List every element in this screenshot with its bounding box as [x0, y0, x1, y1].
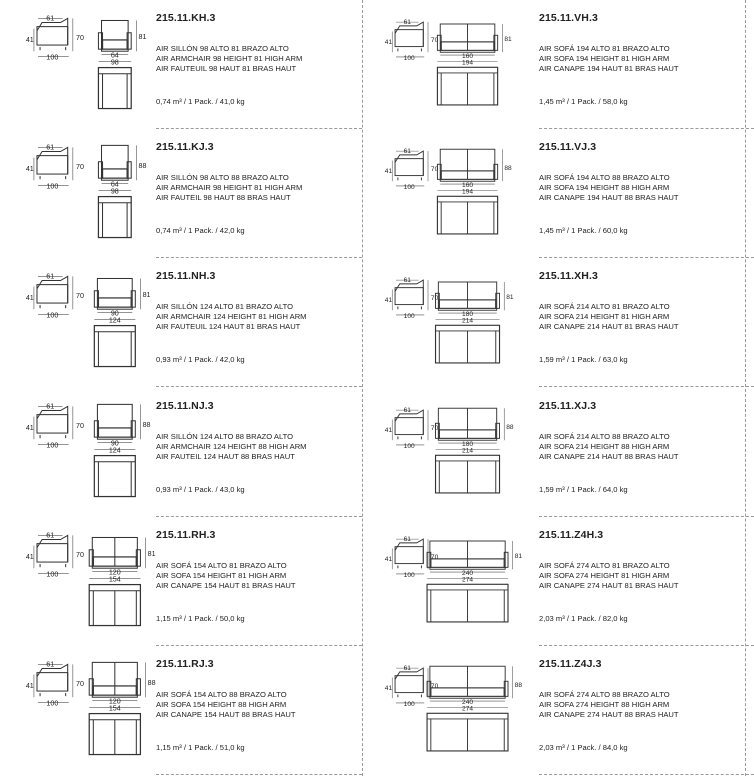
width-dimension-label: 214: [462, 447, 474, 455]
side-seat-outline: [37, 156, 68, 174]
height-dimension-label: 81: [147, 549, 156, 558]
side-seat-outline: [395, 288, 423, 305]
packaging-info: 2,03 m³ / 1 Pack. / 84,0 kg: [539, 743, 628, 752]
column-divider: [362, 0, 363, 776]
description-line: AIR CANAPE 214 HAUT 81 BRAS HAUT: [539, 322, 679, 331]
description-line: AIR CANAPE 154 HAUT 81 BRAS HAUT: [156, 581, 296, 590]
product-code: 215.11.XJ.3: [539, 400, 597, 412]
height-dimension-label: 81: [504, 35, 512, 43]
description-line: AIR SOFÁ 194 ALTO 88 BRAZO ALTO: [539, 173, 670, 182]
height-dimension-label: 88: [142, 420, 151, 429]
product-code: 215.11.XH.3: [539, 270, 598, 282]
product-technical-drawing: [0, 388, 160, 516]
side-view: [26, 660, 84, 707]
side-seat-outline: [37, 27, 68, 45]
front-back-cushion: [97, 404, 132, 439]
packaging-info: 0,74 m³ / 1 Pack. / 41,0 kg: [156, 97, 245, 106]
product-technical-drawing: [0, 258, 160, 386]
product-entry: [0, 129, 362, 258]
packaging-info: 2,03 m³ / 1 Pack. / 82,0 kg: [539, 614, 628, 623]
depth-dimension-label: 61: [46, 660, 55, 669]
width-dimension-label: 124: [108, 316, 121, 325]
description-line: AIR CANAPE 274 HAUT 81 BRAS HAUT: [539, 581, 679, 590]
seat-height-dimension-label: 41: [25, 681, 34, 690]
width-dimension-label: 274: [462, 576, 474, 584]
depth-dimension-label: 61: [46, 272, 55, 281]
product-code: 215.11.VH.3: [539, 12, 598, 24]
front-view: [427, 541, 522, 583]
product-technical-drawing: [0, 646, 160, 774]
product-technical-drawing: [364, 517, 524, 645]
plan-view: [98, 197, 131, 238]
side-view: [26, 143, 84, 190]
description-line: AIR SOFA 154 HEIGHT 81 HIGH ARM: [156, 571, 287, 580]
packaging-info: 1,15 m³ / 1 Pack. / 50,0 kg: [156, 614, 245, 623]
entry-divider: [156, 774, 362, 775]
height-dimension-label: 88: [506, 423, 514, 431]
description-line: AIR SILLÓN 98 ALTO 81 BRAZO ALTO: [156, 44, 289, 53]
product-description: [539, 432, 679, 462]
product-description: [539, 302, 679, 332]
description-line: AIR ARMCHAIR 98 HEIGHT 81 HIGH ARM: [156, 183, 303, 192]
width-dimension-label: 194: [462, 59, 474, 67]
description-line: AIR FAUTEIL 98 HAUT 88 BRAS HAUT: [156, 193, 291, 202]
description-line: AIR SOFA 154 HEIGHT 88 HIGH ARM: [156, 700, 287, 709]
depth-dimension-label: 61: [403, 407, 411, 414]
inner-width-dimension-label: 120: [108, 697, 121, 706]
front-view: [98, 145, 146, 195]
front-back-cushion: [102, 20, 129, 51]
depth-dimension-label: 61: [403, 277, 411, 284]
seat-height-dimension-label: 41: [25, 164, 34, 173]
product-description: [539, 44, 679, 74]
width-dimension-label: 274: [462, 705, 474, 713]
product-code: 215.11.KJ.3: [156, 141, 214, 153]
height-dimension-label: 88: [138, 161, 147, 170]
product-code: 215.11.VJ.3: [539, 141, 597, 153]
product-entry: [364, 517, 754, 646]
depth-dimension-label: 61: [403, 536, 411, 543]
plan-view: [436, 325, 500, 363]
product-code: 215.11.Z4H.3: [539, 529, 604, 541]
description-line: AIR SOFÁ 214 ALTO 88 BRAZO ALTO: [539, 432, 670, 441]
product-description: [539, 173, 679, 203]
length-dimension-label: 100: [46, 311, 59, 320]
arm-height-dimension-label: 70: [76, 291, 84, 300]
entry-divider: [156, 386, 362, 387]
inner-width-dimension-label: 160: [462, 52, 474, 60]
description-line: AIR SOFA 194 HEIGHT 81 HIGH ARM: [539, 54, 670, 63]
side-seat-outline: [395, 159, 423, 176]
packaging-info: 0,93 m³ / 1 Pack. / 43,0 kg: [156, 485, 245, 494]
description-line: AIR SOFA 194 HEIGHT 88 HIGH ARM: [539, 183, 670, 192]
front-view: [427, 666, 522, 712]
description-line: AIR SOFÁ 194 ALTO 81 BRAZO ALTO: [539, 44, 670, 53]
description-line: AIR SOFA 214 HEIGHT 88 HIGH ARM: [539, 442, 670, 451]
front-view: [94, 278, 150, 324]
inner-width-dimension-label: 240: [462, 569, 474, 577]
packaging-info: 1,59 m³ / 1 Pack. / 63,0 kg: [539, 355, 628, 364]
seat-height-dimension-label: 41: [25, 293, 34, 302]
plan-view: [437, 196, 497, 234]
product-code: 215.11.RJ.3: [156, 658, 214, 670]
description-line: AIR CANAPE 194 HAUT 88 BRAS HAUT: [539, 193, 679, 202]
plan-view: [98, 68, 131, 109]
product-code: 215.11.RH.3: [156, 529, 216, 541]
width-dimension-label: 124: [108, 446, 121, 455]
length-dimension-label: 100: [46, 182, 59, 191]
front-view: [437, 149, 512, 195]
plan-view: [94, 456, 135, 497]
product-entry: [364, 129, 754, 258]
plan-view: [89, 585, 140, 626]
product-description: [156, 690, 296, 720]
height-dimension-label: 81: [506, 293, 514, 301]
depth-dimension-label: 61: [403, 665, 411, 672]
front-seat-cushion: [103, 169, 128, 178]
description-line: AIR FAUTEUIL 98 HAUT 81 BRAS HAUT: [156, 64, 297, 73]
plan-view: [94, 326, 135, 367]
product-entry: [364, 258, 754, 387]
seat-height-dimension-label: 41: [25, 552, 34, 561]
product-technical-drawing: [364, 646, 524, 774]
height-dimension-label: 81: [142, 290, 151, 299]
product-entry: [0, 258, 362, 387]
seat-height-dimension-label: 41: [25, 423, 34, 432]
front-view: [89, 662, 155, 712]
seat-height-dimension-label: 41: [384, 684, 393, 692]
length-dimension-label: 100: [403, 312, 415, 320]
arm-height-dimension-label: 70: [76, 679, 84, 688]
side-view: [26, 272, 84, 319]
product-description: [156, 44, 302, 74]
side-seat-outline: [37, 285, 68, 303]
depth-dimension-label: 61: [46, 402, 55, 411]
entry-divider: [539, 774, 754, 775]
front-seat-cushion: [98, 298, 131, 307]
inner-width-dimension-label: 160: [462, 181, 474, 189]
description-line: AIR SILLÓN 124 ALTO 81 BRAZO ALTO: [156, 302, 294, 311]
front-seat-cushion: [98, 428, 131, 437]
arm-height-dimension-label: 70: [430, 682, 439, 690]
description-line: AIR SOFÁ 214 ALTO 81 BRAZO ALTO: [539, 302, 670, 311]
length-dimension-label: 100: [46, 441, 59, 450]
description-line: AIR ARMCHAIR 124 HEIGHT 81 HIGH ARM: [156, 312, 307, 321]
height-dimension-label: 88: [514, 681, 523, 689]
side-view: [385, 277, 439, 320]
inner-width-dimension-label: 64: [110, 51, 119, 60]
length-dimension-label: 100: [46, 570, 59, 579]
height-dimension-label: 81: [138, 32, 147, 41]
plan-view: [436, 455, 500, 493]
description-line: AIR FAUTEUIL 124 HAUT 81 BRAS HAUT: [156, 322, 301, 331]
side-view: [385, 19, 439, 62]
product-code: 215.11.Z4J.3: [539, 658, 602, 670]
description-line: AIR CANAPE 154 HAUT 88 BRAS HAUT: [156, 710, 296, 719]
side-seat-outline: [395, 676, 423, 693]
width-dimension-label: 194: [462, 188, 474, 196]
front-view: [437, 24, 512, 66]
seat-height-dimension-label: 41: [384, 167, 393, 175]
description-line: AIR CANAPE 274 HAUT 88 BRAS HAUT: [539, 710, 679, 719]
right-column: [364, 0, 754, 776]
left-column: [0, 0, 362, 776]
side-seat-outline: [37, 673, 68, 691]
right-edge-divider: [745, 0, 746, 776]
packaging-info: 1,45 m³ / 1 Pack. / 58,0 kg: [539, 97, 628, 106]
width-dimension-label: 98: [110, 187, 119, 196]
arm-height-dimension-label: 70: [76, 421, 84, 430]
side-seat-outline: [37, 544, 68, 562]
product-technical-drawing: [364, 129, 524, 257]
product-technical-drawing: [364, 0, 524, 128]
arm-height-dimension-label: 70: [430, 294, 439, 302]
product-technical-drawing: [0, 517, 160, 645]
description-line: AIR SOFA 274 HEIGHT 81 HIGH ARM: [539, 571, 670, 580]
side-view: [385, 148, 439, 191]
description-line: AIR CANAPE 214 HAUT 88 BRAS HAUT: [539, 452, 679, 461]
product-entry: [0, 388, 362, 517]
product-description: [156, 561, 296, 591]
plan-view: [427, 713, 508, 751]
plan-view: [427, 584, 508, 622]
side-view: [26, 402, 84, 449]
description-line: AIR FAUTEIL 124 HAUT 88 BRAS HAUT: [156, 452, 295, 461]
product-entry: [0, 646, 362, 775]
packaging-info: 1,45 m³ / 1 Pack. / 60,0 kg: [539, 226, 628, 235]
arm-height-dimension-label: 70: [76, 162, 84, 171]
arm-height-dimension-label: 70: [430, 424, 439, 432]
description-line: AIR SOFÁ 154 ALTO 88 BRAZO ALTO: [156, 690, 287, 699]
description-line: AIR SOFÁ 274 ALTO 88 BRAZO ALTO: [539, 690, 670, 699]
product-description: [539, 690, 679, 720]
description-line: AIR ARMCHAIR 98 HEIGHT 81 HIGH ARM: [156, 54, 303, 63]
product-entry: [364, 388, 754, 517]
arm-height-dimension-label: 70: [430, 36, 439, 44]
seat-height-dimension-label: 41: [384, 38, 393, 46]
product-technical-drawing: [0, 0, 160, 128]
seat-height-dimension-label: 41: [25, 35, 34, 44]
inner-width-dimension-label: 90: [110, 439, 119, 448]
front-view: [436, 408, 514, 454]
depth-dimension-label: 61: [403, 19, 411, 26]
inner-width-dimension-label: 90: [110, 309, 119, 318]
front-seat-cushion: [103, 40, 128, 49]
front-view: [436, 282, 514, 324]
packaging-info: 1,15 m³ / 1 Pack. / 51,0 kg: [156, 743, 245, 752]
arm-height-dimension-label: 70: [430, 553, 439, 561]
arm-height-dimension-label: 70: [76, 33, 84, 42]
description-line: AIR SILLÓN 98 ALTO 88 BRAZO ALTO: [156, 173, 289, 182]
inner-width-dimension-label: 180: [462, 310, 474, 318]
product-description: [156, 432, 307, 462]
side-seat-outline: [395, 30, 423, 47]
depth-dimension-label: 61: [403, 148, 411, 155]
product-description: [156, 173, 302, 203]
description-line: AIR SOFA 214 HEIGHT 81 HIGH ARM: [539, 312, 670, 321]
front-view: [98, 20, 146, 66]
description-line: AIR SILLÓN 124 ALTO 88 BRAZO ALTO: [156, 432, 294, 441]
length-dimension-label: 100: [403, 571, 415, 579]
description-line: AIR SOFA 274 HEIGHT 88 HIGH ARM: [539, 700, 670, 709]
height-dimension-label: 81: [514, 552, 523, 560]
front-back-cushion: [102, 145, 129, 180]
depth-dimension-label: 61: [46, 14, 55, 23]
entry-divider: [539, 386, 754, 387]
seat-height-dimension-label: 41: [384, 426, 393, 434]
inner-width-dimension-label: 180: [462, 440, 474, 448]
product-entry: [364, 646, 754, 775]
height-dimension-label: 88: [147, 678, 156, 687]
side-view: [26, 531, 84, 578]
product-code: 215.11.NJ.3: [156, 400, 214, 412]
length-dimension-label: 100: [403, 442, 415, 450]
side-view: [385, 407, 439, 450]
side-seat-outline: [395, 547, 423, 564]
width-dimension-label: 98: [110, 58, 119, 67]
product-technical-drawing: [364, 388, 524, 516]
arm-height-dimension-label: 70: [430, 165, 439, 173]
description-line: AIR CANAPE 194 HAUT 81 BRAS HAUT: [539, 64, 679, 73]
product-description: [539, 561, 679, 591]
product-technical-drawing: [364, 258, 524, 386]
side-seat-outline: [37, 415, 68, 433]
width-dimension-label: 154: [108, 575, 121, 584]
length-dimension-label: 100: [403, 183, 415, 191]
front-view: [89, 537, 155, 583]
product-entry: [0, 517, 362, 646]
width-dimension-label: 214: [462, 317, 474, 325]
plan-view: [437, 67, 497, 105]
product-code: 215.11.NH.3: [156, 270, 216, 282]
depth-dimension-label: 61: [46, 143, 55, 152]
product-entry: [0, 0, 362, 129]
front-view: [94, 404, 150, 454]
product-technical-drawing: [0, 129, 160, 257]
inner-width-dimension-label: 64: [110, 180, 119, 189]
description-line: AIR SOFÁ 274 ALTO 81 BRAZO ALTO: [539, 561, 670, 570]
height-dimension-label: 88: [504, 164, 512, 172]
side-seat-outline: [395, 418, 423, 435]
length-dimension-label: 100: [403, 54, 415, 62]
inner-width-dimension-label: 120: [108, 568, 121, 577]
description-line: AIR ARMCHAIR 124 HEIGHT 88 HIGH ARM: [156, 442, 307, 451]
length-dimension-label: 100: [403, 700, 415, 708]
packaging-info: 0,74 m³ / 1 Pack. / 42,0 kg: [156, 226, 245, 235]
packaging-info: 1,59 m³ / 1 Pack. / 64,0 kg: [539, 485, 628, 494]
seat-height-dimension-label: 41: [384, 296, 393, 304]
width-dimension-label: 154: [108, 704, 121, 713]
length-dimension-label: 100: [46, 699, 59, 708]
product-code: 215.11.KH.3: [156, 12, 216, 24]
inner-width-dimension-label: 240: [462, 698, 474, 706]
description-line: AIR SOFÁ 154 ALTO 81 BRAZO ALTO: [156, 561, 287, 570]
arm-height-dimension-label: 70: [76, 550, 84, 559]
depth-dimension-label: 61: [46, 531, 55, 540]
seat-height-dimension-label: 41: [384, 555, 393, 563]
length-dimension-label: 100: [46, 53, 59, 62]
plan-view: [89, 714, 140, 755]
packaging-info: 0,93 m³ / 1 Pack. / 42,0 kg: [156, 355, 245, 364]
product-entry: [364, 0, 754, 129]
product-description: [156, 302, 307, 332]
side-view: [26, 14, 84, 61]
front-back-cushion: [97, 278, 132, 309]
